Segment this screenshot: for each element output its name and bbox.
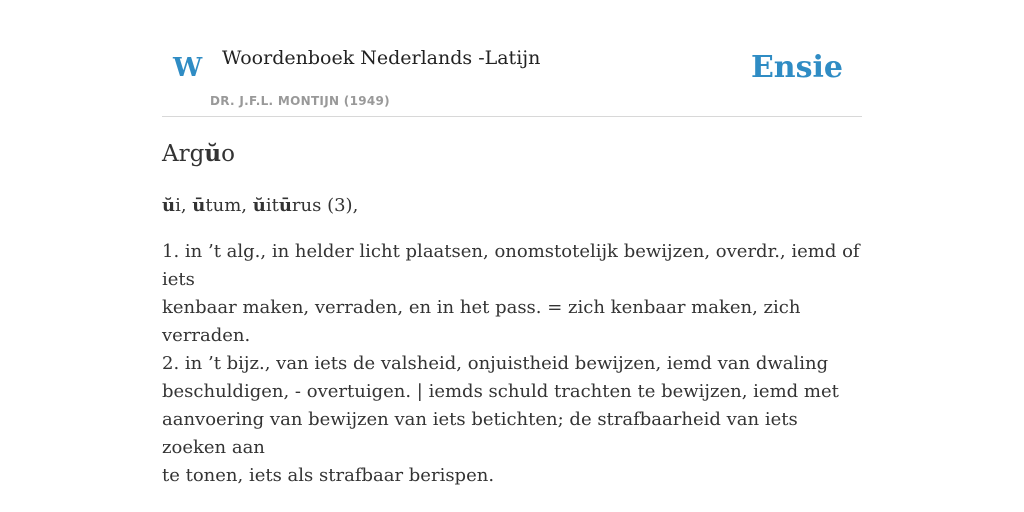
definition-line: kenbaar maken, verraden, en in het pass. = zich kenbaar maken, zich verraden.	[162, 297, 801, 346]
form-text: i,	[175, 195, 193, 216]
form-vowel: ū	[192, 195, 206, 216]
entry-definition	[162, 238, 862, 490]
dictionary-title[interactable]: Woordenboek Nederlands -Latijn	[222, 47, 541, 69]
entry-headword	[162, 138, 862, 170]
dictionary-logo[interactable]: W	[173, 53, 203, 83]
form-vowel: ŭ	[252, 195, 266, 216]
definition-line: beschuldigen, - overtuigen. | iemds schuld trachten te bewijzen, iemd met	[162, 381, 839, 402]
headword-accent: ŭ	[204, 140, 222, 167]
form-vowel: ū	[278, 195, 292, 216]
definition-line: 1. in ’t alg., in helder licht plaatsen, onomstotelijk bewijzen, overdr., iemd of iets	[162, 241, 860, 290]
headword-part: o	[221, 141, 235, 167]
principal-parts	[162, 192, 862, 220]
definition-line: 2. in ’t bijz., van iets de valsheid, onjuistheid bewijzen, iemd van dwaling	[162, 353, 829, 374]
definition-line: te tonen, iets als strafbaar berispen.	[162, 465, 495, 486]
definition-line: aanvoering van bewijzen van iets betichten; de strafbaarheid van iets zoeken aan	[162, 409, 798, 458]
headword-part: Arg	[162, 141, 205, 167]
dictionary-author: DR. J.F.L. MONTIJN (1949)	[210, 94, 390, 108]
ensie-logo-link[interactable]: Ensie	[750, 50, 843, 85]
form-text: rus (3),	[291, 195, 359, 216]
form-text: tum,	[205, 195, 253, 216]
form-text: it	[265, 195, 279, 216]
dictionary-entry	[162, 138, 862, 490]
form-vowel: ŭ	[162, 195, 176, 216]
dictionary-header	[162, 40, 862, 117]
